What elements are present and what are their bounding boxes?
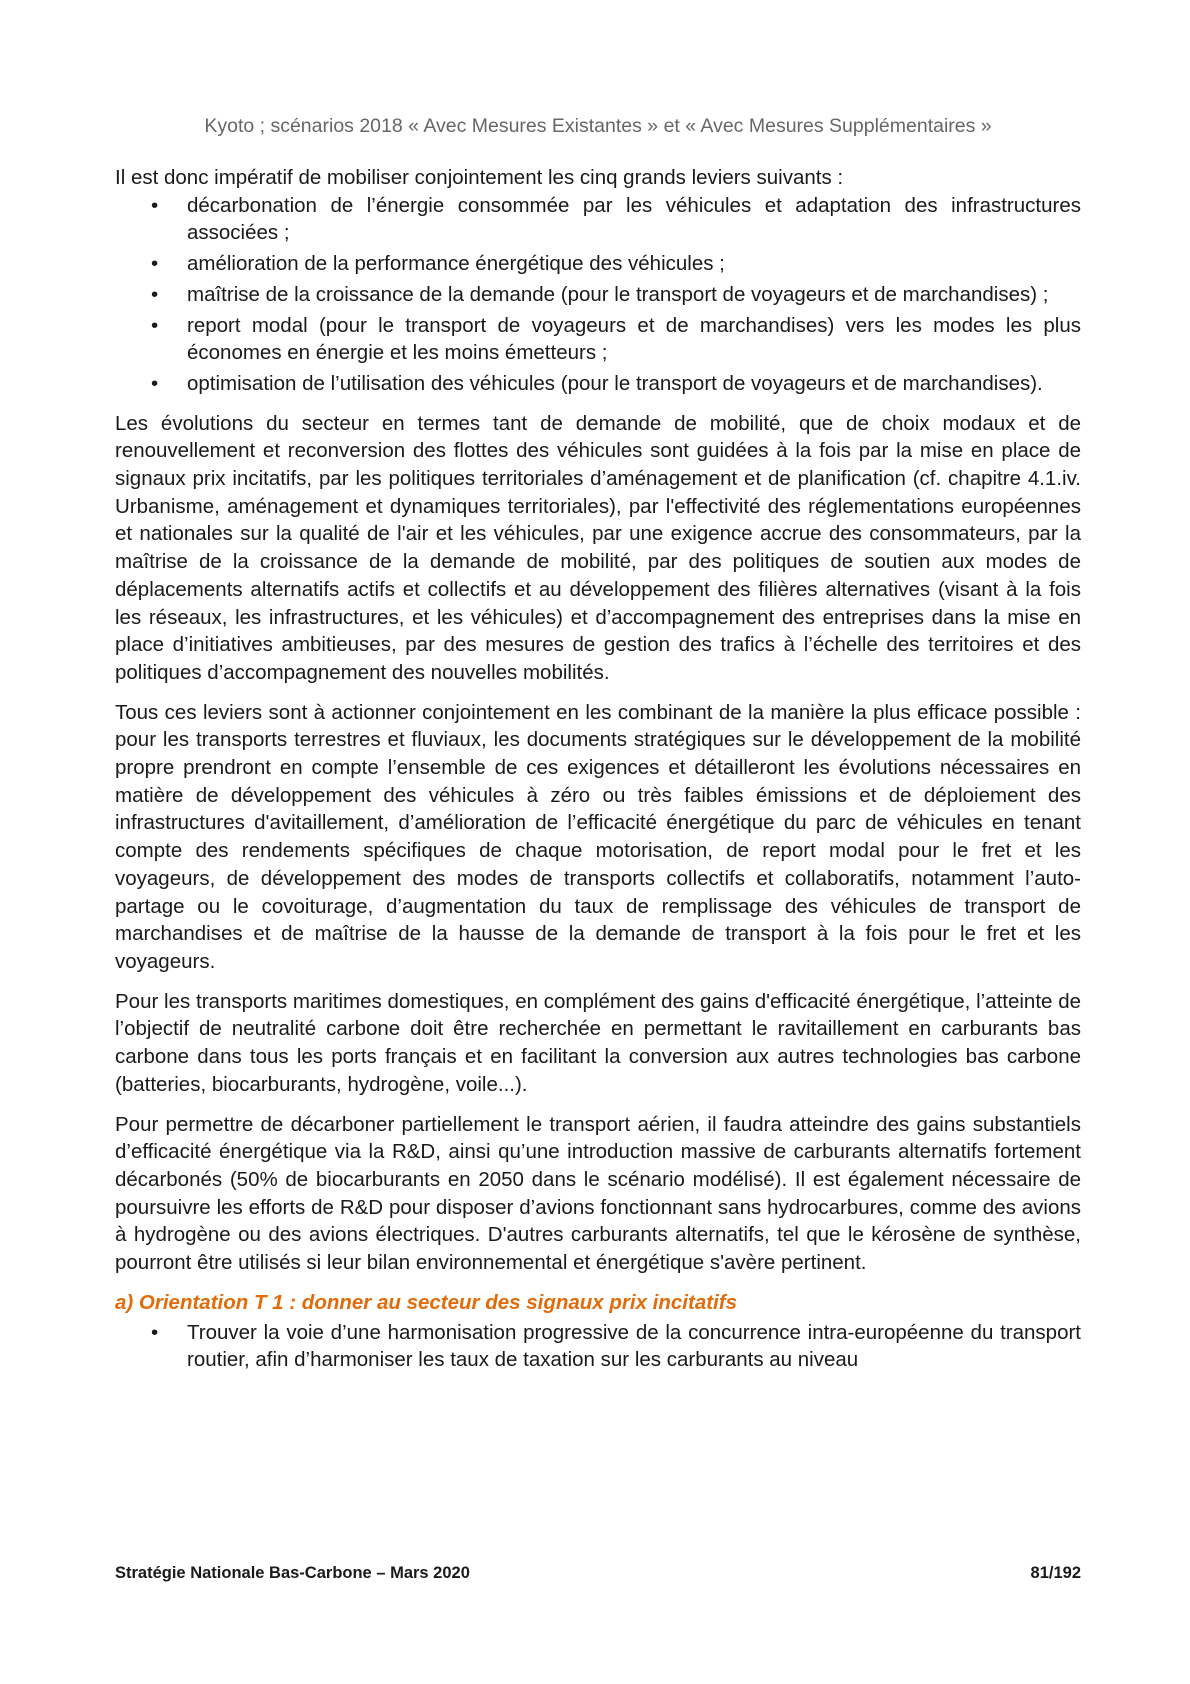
document-body xyxy=(115,164,1081,1377)
paragraph-maritime-transport: Pour les transports maritimes domestiques, en complément des gains d'efficacité énergétique, l’atteinte de l’objectif de neutralité carbone doit être recherchée en permettant le ravitaillement en carburants bas carbone dans tous les ports français et en facilitant la conversion aux autres technologies bas carbone (batteries, biocarburants, hydrogène, voile...). xyxy=(115,989,1081,1096)
footer-title: Stratégie Nationale Bas-Carbone – Mars 2020 xyxy=(115,1564,470,1582)
bullet-icon: • xyxy=(151,1320,159,1344)
list-item xyxy=(115,250,1081,278)
list-item xyxy=(115,312,1081,367)
page-number: 81/192 xyxy=(1030,1564,1081,1582)
levers-list xyxy=(115,192,1081,398)
bullet-icon: • xyxy=(151,282,159,306)
running-header: Kyoto ; scénarios 2018 « Avec Mesures Existantes » et « Avec Mesures Supplémentaires » xyxy=(204,115,992,137)
list-item xyxy=(115,370,1081,398)
intro-sentence: Il est donc impératif de mobiliser conjointement les cinq grands leviers suivants : xyxy=(115,166,844,189)
list-item-text: amélioration de la performance énergétique des véhicules ; xyxy=(187,252,725,276)
list-item xyxy=(115,1319,1081,1374)
list-item-text: Trouver la voie d’une harmonisation progressive de la concurrence intra-européenne du transport routier, afin d’harmoniser les taux de taxation sur les carburants au niveau xyxy=(187,1320,1081,1372)
paragraph-air-transport: Pour permettre de décarboner partiellement le transport aérien, il faudra atteindre des gains substantiels d’efficacité énergétique via la R&D, ainsi qu’une introduction massive de carburants alternatifs fortement décarbonés (50% de biocarburants en 2050 dans le scénario modélisé). Il est également nécessaire de poursuivre les efforts de R&D pour disposer d’avions fonctionnant sans hydrocarbures, comme des avions à hydrogène ou des avions électriques. D'autres carburants alternatifs, tel que le kérosène de synthèse, pourront être utilisés si leur bilan environnemental et énergétique s'avère pertinent. xyxy=(115,1112,1081,1275)
list-item xyxy=(115,281,1081,309)
section-heading: a) Orientation T 1 : donner au secteur des signaux prix incitatifs xyxy=(115,1290,737,1314)
list-item-text: maîtrise de la croissance de la demande (pour le transport de voyageurs et de marchandises) ; xyxy=(187,282,1049,306)
list-item-text: report modal (pour le transport de voyageurs et de marchandises) vers les modes les plus économes en énergie et les moins émetteurs ; xyxy=(187,313,1081,365)
bullet-icon: • xyxy=(151,193,159,217)
paragraph-mobility-evolution: Les évolutions du secteur en termes tant de demande de mobilité, que de choix modaux et de renouvellement et reconversion des flottes des véhicules sont guidées à la fois par la mise en place de signaux prix incitatifs, par les politiques territoriales d’aménagement et de planification (cf. chapitre 4.1.iv. Urbanisme, aménagement et dynamiques territoriales), par l'effectivité des réglementations européennes et nationales sur la qualité de l'air et les véhicules, par une exigence accrue des consommateurs, par la maîtrise de la croissance de la demande de mobilité, par des politiques de soutien aux modes de déplacements alternatifs actifs et collectifs et au développement des filières alternatives (visant à la fois les réseaux, les infrastructures, et les véhicules) et d’accompagnement des entreprises dans la mise en place d’initiatives ambitieuses, par des mesures de gestion des trafics à l’échelle des territoires et des politiques d’accompagnement des nouvelles mobilités. xyxy=(115,411,1081,684)
paragraph-levers-combination: Tous ces leviers sont à actionner conjointement en les combinant de la manière la plus efficace possible : pour les transports terrestres et fluviaux, les documents stratégiques sur le développement de la mobilité propre prendront en compte l’ensemble de ces exigences et détailleront les évolutions nécessaires en matière de développement des véhicules à zéro ou très faibles émissions et de déploiement des infrastructures d'avitaillement, d’amélioration de l’efficacité énergétique du parc de véhicules en tenant compte des rendements spécifiques de chaque motorisation, de report modal pour le fret et les voyageurs, de développement des modes de transports collectifs et collaboratifs, notamment l’auto-partage ou le covoiturage, d’augmentation du taux de remplissage des véhicules de transport de marchandises et de maîtrise de la hausse de la demande de transport à la fois pour le fret et les voyageurs. xyxy=(115,700,1081,973)
list-item xyxy=(115,192,1081,247)
orientation-list xyxy=(115,1319,1081,1374)
bullet-icon: • xyxy=(151,313,159,337)
bullet-icon: • xyxy=(151,371,159,395)
page-footer xyxy=(115,1562,1081,1584)
bullet-icon: • xyxy=(151,252,159,276)
list-item-text: optimisation de l’utilisation des véhicules (pour le transport de voyageurs et de marchandises). xyxy=(187,371,1043,395)
list-item-text: décarbonation de l’énergie consommée par les véhicules et adaptation des infrastructures associées ; xyxy=(187,193,1081,245)
